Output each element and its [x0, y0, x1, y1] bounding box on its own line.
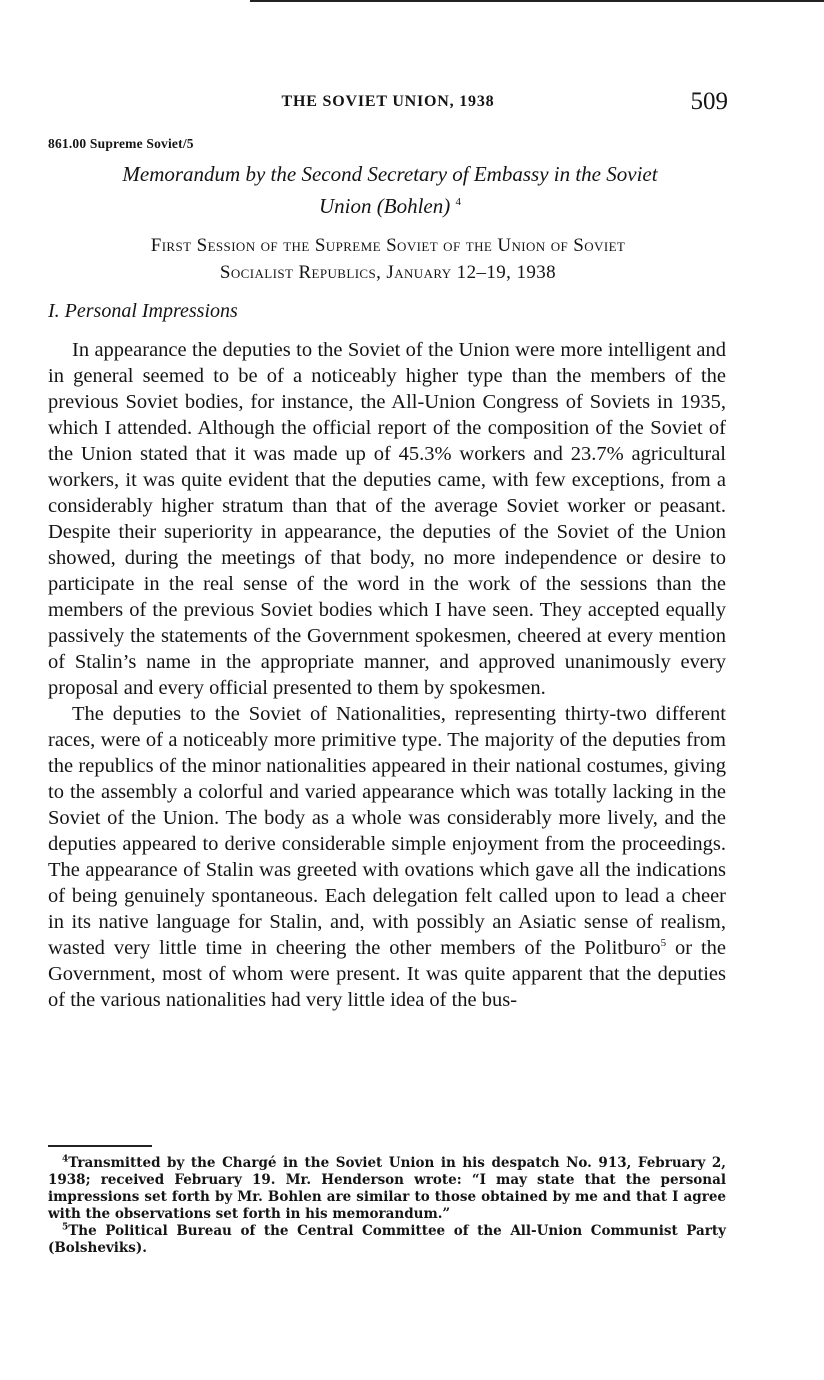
footnotes [48, 1155, 726, 1257]
file-reference: 861.00 Supreme Soviet/5 [48, 136, 194, 151]
paragraph-2-text-a: The deputies to the Soviet of Nationalities, representing thirty-two different races, were of a noticeably more primitive type. The majority of the deputies from the republics of the minor nationalities appeared in their national costumes, giving to the assembly a colorful and varied appearance which was totally lacking in the Soviet of the Union. The body as a whole was considerably more lively, and the deputies appeared to derive considerable simple enjoyment from the proceedings. The appearance of Stalin was greeted with ovations which gave all the indications of being genuinely spontaneous. Each delegation felt called upon to lead a cheer in its native language for Stalin, and, with possibly an Asiatic sense of realism, wasted very little time in cheering the other members of the Politburo [48, 703, 726, 959]
footnote-4-text: Transmitted by the Chargé in the Soviet Union in his despatch No. 913, February 2, 1938; received February 19. Mr. Henderson wrote: “I may state that the personal impressions set forth by Mr. Bohlen are similar to those obtained by me and that I agree with the observations set forth in his memorandum.” [48, 1155, 726, 1222]
top-edge-rule [250, 0, 824, 2]
footnote-ref-5: 5 [660, 937, 667, 950]
paragraph-2-text-b: or the Government, most of whom were present. It was quite apparent that the deputies of the various nationalities had very little idea of the bus- [48, 937, 727, 1011]
page-number: 509 [690, 88, 728, 115]
session-heading [48, 232, 728, 286]
footnote-5 [48, 1223, 726, 1257]
body-text [48, 337, 726, 1013]
running-header [48, 88, 728, 118]
footnote-ref-4: 4 [455, 196, 461, 208]
section-heading: I. Personal Impressions [48, 300, 238, 322]
document-title [60, 160, 720, 220]
footnote-mark-5: 5 [62, 1222, 69, 1233]
footnote-mark-4: 4 [62, 1154, 69, 1165]
footnote-5-text: The Political Bureau of the Central Committee of the All-Union Communist Party (Bolsheviks). [48, 1223, 726, 1256]
paragraph-2 [48, 701, 726, 1013]
footnote-divider [48, 1145, 152, 1147]
running-title: THE SOVIET UNION, 1938 [281, 93, 495, 110]
document-title-line-1: Memorandum by the Second Secretary of Embassy in the Soviet [122, 162, 658, 186]
session-heading-line-2: Socialist Republics, January 12–19, 1938 [219, 262, 557, 283]
footnote-4 [48, 1155, 726, 1223]
session-heading-line-1: First Session of the Supreme Soviet of the Union of Soviet [150, 235, 626, 256]
document-title-line-2: Union (Bohlen) [319, 194, 451, 218]
paragraph-1: In appearance the deputies to the Soviet of the Union were more intelligent and in general seemed to be of a noticeably higher type than the members of the previous Soviet bodies, for instance, the All-Union Congress of Soviets in 1935, which I attended. Although the official report of the composition of the Soviet of the Union stated that it was made up of 45.3% workers and 23.7% agricultural workers, it was quite evident that the deputies came, with few exceptions, from a considerably higher stratum than that of the average Soviet worker or peasant. Despite their superiority in appearance, the deputies of the Soviet of the Union showed, during the meetings of that body, no more independence or desire to participate in the real sense of the word in the work of the sessions than the members of the previous Soviet bodies which I have seen. They accepted equally passively the statements of the Government spokesmen, cheered at every mention of Stalin’s name in the appropriate manner, and approved unanimously every proposal and every official presented to them by spokesmen. [48, 339, 726, 699]
